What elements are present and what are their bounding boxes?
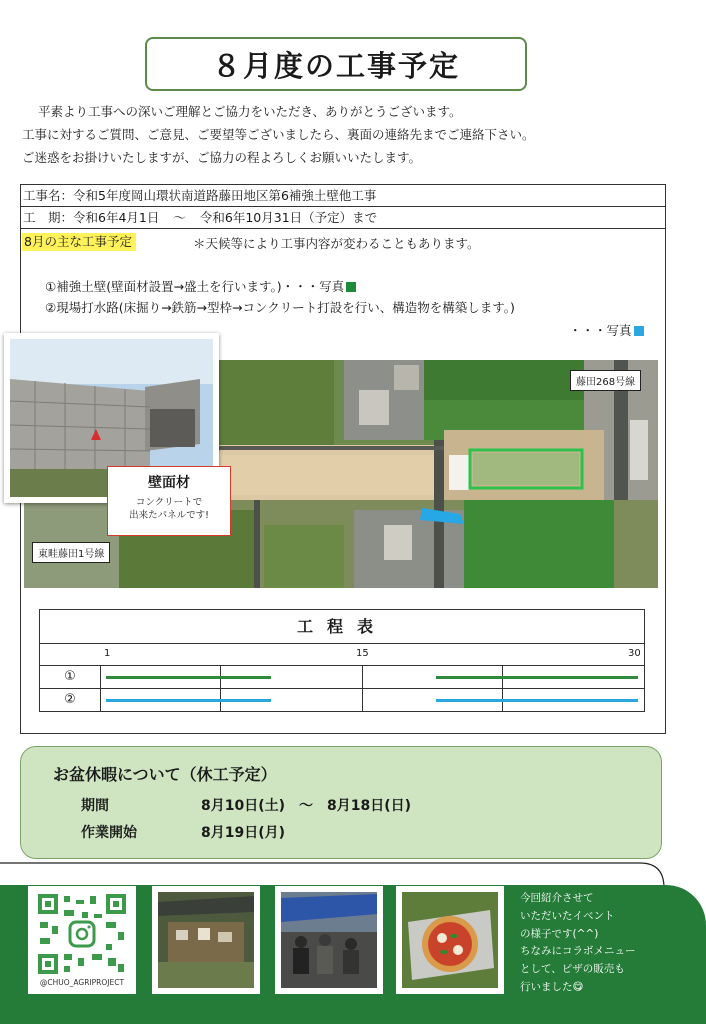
schedule-tick-30: 30 (628, 648, 641, 659)
obon-period-value: 8月10日(土) ～ 8月18日(日) (201, 798, 412, 814)
greeting-line-2: 工事に対するご質問、ご意見、ご要望等ございましたら、裏面の連絡先までご連絡下さい。 (22, 127, 535, 142)
schedule-gridline (220, 665, 221, 711)
qr-caption: @CHUO_AGRIPROJECT (39, 978, 125, 987)
qr-code-icon (34, 892, 130, 976)
event-description (520, 890, 636, 997)
obon-restart-value: 8月19日(月) (201, 825, 286, 841)
pizza-image (402, 892, 498, 988)
task-2 (45, 298, 515, 316)
schedule-row-2-label: ② (40, 689, 101, 712)
task-2-photo-ref (569, 321, 644, 339)
obon-title: お盆休暇について（休工予定） (53, 765, 277, 784)
project-name-label: 工事名： (23, 188, 74, 203)
obon-holiday-box (20, 746, 662, 859)
period-start: 令和6年4月1日 (73, 210, 160, 225)
road-label-bottom: 東畦藤田1号線 (32, 542, 110, 563)
event-photo-3 (396, 886, 504, 994)
blue-marker-icon (634, 326, 644, 336)
event-text-line-6: 行いました😋 (520, 980, 584, 993)
schedule-tick-1: 1 (104, 648, 111, 659)
qr-code-card[interactable] (28, 886, 136, 994)
main-work-heading: 8月の主な工事予定 (22, 233, 136, 251)
road-label-top: 藤田268号線 (570, 370, 641, 391)
wall-material-callout (107, 466, 231, 536)
schedule-row-1-label: ① (40, 666, 101, 689)
schedule-bar-1 (436, 676, 638, 679)
event-photo-1 (152, 886, 260, 994)
schedule-gridline (362, 665, 363, 711)
event-text-line-1: 今回紹介させて (520, 892, 594, 904)
period-label: 工 期： (23, 210, 74, 225)
schedule-bar-1 (106, 676, 271, 679)
obon-period-label: 期間 (81, 798, 109, 814)
callout-title: 壁面材 (148, 475, 190, 491)
obon-restart-label: 作業開始 (81, 825, 137, 841)
task-2-text: ②現場打水路(床掘り→鉄筋→型枠→コンクリート打設を行い、構造物を構築します。) (45, 300, 515, 315)
callout-text-line-2: 出来たパネルです! (129, 510, 209, 521)
page-title (145, 37, 527, 91)
period-separator: ～ (173, 210, 186, 225)
page-title-text: ８月度の工事予定 (211, 48, 460, 83)
event-text-line-2: いただいたイベント (520, 909, 615, 922)
greeting-line-3: ご迷惑をお掛けいたしますが、ご協力の程よろしくお願いいたします。 (22, 150, 422, 165)
callout-text (108, 496, 230, 522)
event-text-line-4: ちなみにコラボメニュー (520, 945, 636, 958)
event-stall-image (158, 892, 254, 988)
event-photo-2 (275, 886, 383, 994)
callout-text-line-1: コンクリートで (135, 497, 203, 508)
task-1-text: ①補強土壁(壁面材設置→盛土を行います。)・・・写真 (45, 279, 345, 294)
project-name-row (21, 185, 665, 207)
green-marker-icon (346, 282, 356, 292)
task-1 (45, 277, 356, 295)
period-end: 令和6年10月31日（予定）まで (199, 210, 378, 225)
project-name-value: 令和5年度岡山環状南道路藤田地区第6補強土壁他工事 (73, 188, 377, 203)
task-2-suffix: ・・・写真 (569, 323, 632, 338)
project-period-row (21, 207, 665, 229)
schedule-bar-2 (106, 699, 271, 702)
weather-note: ＊天候等により工事内容が変わることもあります。 (193, 236, 480, 251)
schedule-tick-15: 15 (356, 648, 369, 659)
schedule-bar-2 (436, 699, 638, 702)
schedule-gridline (502, 665, 503, 711)
schedule-table (39, 609, 645, 712)
event-text-line-5: として、ピザの販売も (520, 963, 625, 976)
event-text-line-3: の様子です(^^) (520, 927, 599, 940)
schedule-title: 工程表 (40, 610, 644, 644)
event-crowd-image (281, 892, 377, 988)
greeting-line-1: 平素より工事への深いご理解とご協力をいただき、ありがとうございます。 (38, 104, 462, 119)
